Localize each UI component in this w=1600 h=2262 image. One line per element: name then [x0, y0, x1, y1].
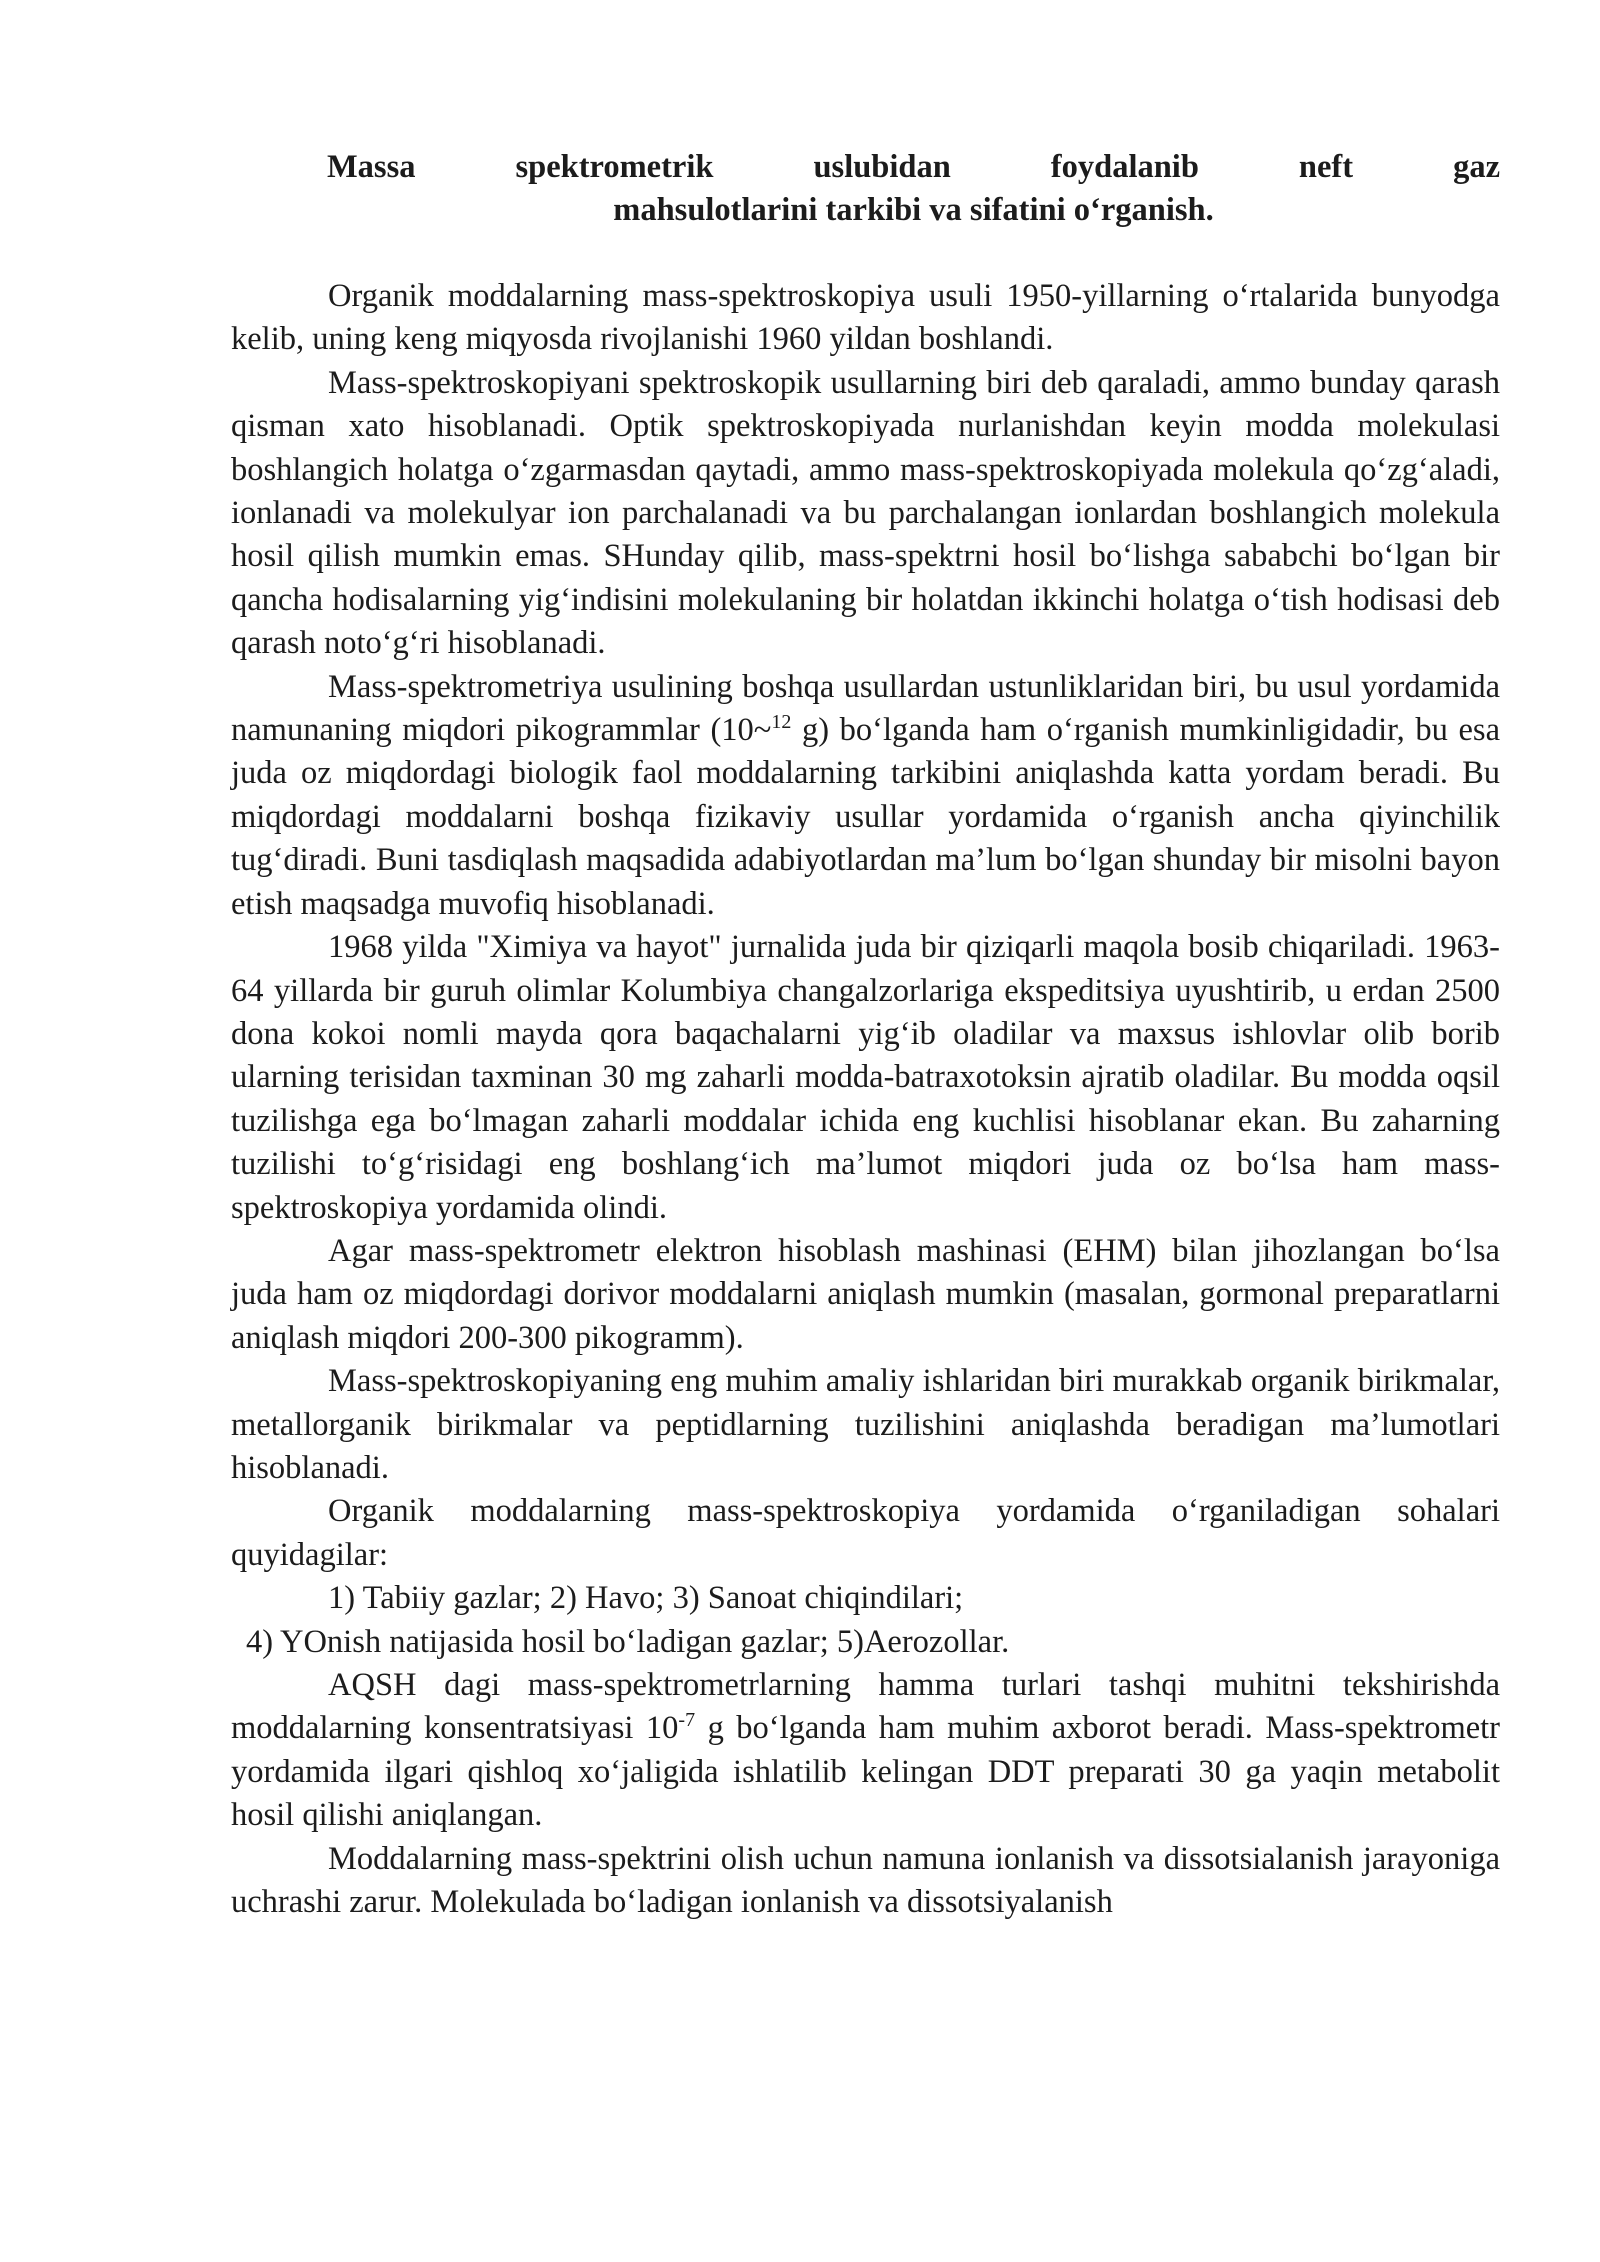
paragraph-8: [231, 1664, 1500, 1838]
paragraph-9: Moddalarning mass-spektrini olish uchun namuna ionlanish va dissotsialanish jarayoniga uchrashi zarur. Molekulada bo‘ladigan ionlanish va dissotsiyalanish: [231, 1840, 1500, 1921]
paragraph-8-part-a: AQSH dagi mass-spektrometrlarning hamma turlari tashqi muhitni tekshirishda moddalarning konsentratsiyasi 10: [231, 1667, 1500, 1747]
document-title: [231, 146, 1500, 232]
paragraph-3-superscript: 12: [771, 711, 792, 734]
paragraph-4: 1968 yilda "Ximiya va hayot" jurnalida juda bir qiziqarli maqola bosib chiqariladi. 1963-64 yillarda bir guruh olimlar Kolumbiya changalzorlariga ekspeditsiya uyushtirib, u erdan 2500 dona kokoi nomli mayda qora baqachalarni yig‘ib oladilar va maxsus ishlovlar olib borib ularning terisidan taxminan 30 mg zaharli modda-batraxotoksin ajratib oladilar. Bu modda oqsil tuzilishga ega bo‘lmagan zaharli moddalar ichida eng kuchlisi hisoblanar ekan. Bu zaharning tuzilishi to‘g‘risidagi eng boshlang‘ich ma’lumot miqdori juda oz bo‘lsa ham mass-spektroskopiya yordamida olindi.: [231, 929, 1500, 1226]
paragraph-5: Agar mass-spektrometr elektron hisoblash mashinasi (EHM) bilan jihozlangan bo‘lsa juda ham oz miqdordagi dorivor moddalarni aniqlash mumkin (masalan, gormonal preparatlarni aniqlash miqdori 200-300 pikogramm).: [231, 1232, 1500, 1356]
paragraph-6: Mass-spektroskopiyaning eng muhim amaliy ishlaridan biri murakkab organik birikmalar, metallorganik birikmalar va peptidlarning tuzilishini aniqlashda beradigan ma’lumotlari hisoblanadi.: [231, 1363, 1500, 1486]
paragraph-3: [231, 666, 1500, 926]
paragraph-3-part-b: g) bo‘lganda ham o‘rganish mumkinligidadir, bu esa juda oz miqdordagi biologik faol moddalarning tarkibini aniqlashda katta yordam beradi. Bu miqdordagi moddalarni boshqa fizikaviy usullar yordamida o‘rganish ancha qiyinchilik tug‘diradi. Buni tasdiqlash maqsadida adabiyotlardan ma’lum bo‘lgan shunday bir misolni bayon etish maqsadga muvofiq hisoblanadi.: [231, 712, 1500, 922]
paragraph-2: Mass-spektroskopiyani spektroskopik usullarning biri deb qaraladi, ammo bunday qarash qisman xato hisoblanadi. Optik spektroskopiyada nurlanishdan keyin modda molekulasi boshlangich holatga o‘zgarmasdan qaytadi, ammo mass-spektroskopiyada molekula qo‘zg‘aladi, ionlanadi va molekulyar ion parchalanadi va bu parchalangan ionlardan boshlangich molekula hosil qilish mumkin emas. SHunday qilib, mass-spektrni hosil bo‘lishga sababchi bo‘lgan bir qancha hodisalarning yig‘indisini molekulaning bir holatdan ikkinchi holatga o‘tish hodisasi deb qarash noto‘g‘ri hisoblanadi.: [231, 364, 1500, 662]
title-line-1: Massa spektrometrik uslubidan foydalanib neft gaz: [327, 149, 1500, 185]
list-line-2: 4) YOnish natijasida hosil bo‘ladigan gazlar; 5)Aerozollar.: [246, 1623, 1010, 1660]
paragraph-8-part-b: g bo‘lganda ham muhim axborot beradi. Mass-spektrometr yordamida ilgari qishloq xo‘jaligida ishlatilib kelingan DDT preparati 30 ga yaqin metabolit hosil qilishi aniqlangan.: [231, 1710, 1501, 1834]
title-line-2: mahsulotlarini tarkibi va sifatini o‘rganish.: [613, 192, 1214, 228]
paragraph-8-superscript: -7: [678, 1709, 696, 1732]
paragraph-1: Organik moddalarning mass-spektroskopiya usuli 1950-yillarning o‘rtalarida bunyodga kelib, uning keng miqyosda rivojlanishi 1960 yildan boshlandi.: [231, 278, 1500, 358]
list-line-1: 1) Tabiiy gazlar; 2) Havo; 3) Sanoat chiqindilari;: [328, 1580, 964, 1617]
paragraph-3-part-a: Mass-spektrometriya usulining boshqa usullardan ustunliklaridan biri, bu usul yordamida namunaning miqdori pikogrammlar (10~: [231, 668, 1500, 749]
paragraph-7: Organik moddalarning mass-spektroskopiya yordamida o‘rganiladigan sohalari quyidagilar:: [231, 1493, 1500, 1573]
